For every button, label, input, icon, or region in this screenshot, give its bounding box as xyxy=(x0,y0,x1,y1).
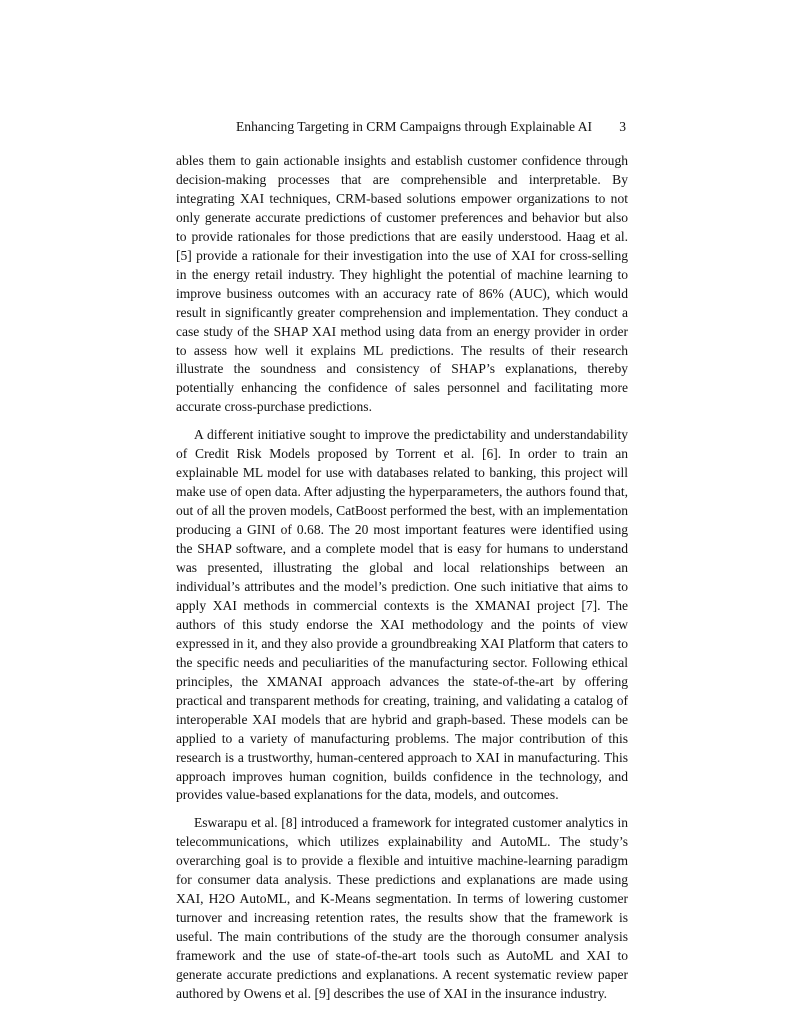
paragraph-continuation: ables them to gain actionable insights and establish customer confidence through decision-making processes that are comprehensible and interpretable. By integrating XAI techniques, CRM-based solutions empower organizations to not only generate accurate predictions of customer preferences and behavior but also to provide rationales for those predictions that are easily understood. Haag et al. [5] provide a rationale for their investigation into the use of XAI for cross-selling in the energy retail industry. They highlight the potential of machine learning to improve business outcomes with an accuracy rate of 86% (AUC), which would result in significantly greater comprehension and implementation. They conduct a case study of the SHAP XAI method using data from an energy provider in order to assess how well it explains ML predictions. The results of their research illustrate the soundness and consistency of SHAP’s explanations, thereby potentially enhancing the confidence of sales personnel and facilitating more accurate cross-purchase predictions. xyxy=(176,153,628,415)
running-title: Enhancing Targeting in CRM Campaigns through Explainable AI xyxy=(236,119,593,134)
page-number: 3 xyxy=(619,119,626,134)
paragraph-credit-risk: A different initiative sought to improve the predictability and understandability of Credit Risk Models proposed by Torrent et al. [6]. In order to train an explainable ML model for use with databases related to banking, this project will make use of open data. After adjusting the hyperparameters, the authors found that, out of all the proven models, CatBoost performed the best, with an implementation producing a GINI of 0.68. The 20 most important features were identified using the SHAP software, and a complete model that is easy for humans to understand was presented, illustrating the global and local relationships between an individual’s attributes and the model’s prediction. One such initiative that aims to apply XAI methods in commercial contexts is the XMANAI project [7]. The authors of this study endorse the XAI methodology and the points of view expressed in it, and they also provide a groundbreaking XAI Platform that caters to the specific needs and peculiarities of the manufacturing sector. Following ethical principles, the XMANAI approach advances the state-of-the-art by offering practical and transparent methods for creating, training, and validating a catalog of interoperable XAI models that are hybrid and graph-based. These models can be applied to a variety of manufacturing problems. The major contribution of this research is a trustworthy, human-centered approach to XAI in manufacturing. This approach improves human cognition, builds confidence in the technology, and provides value-based explanations for the data, models, and outcomes. xyxy=(176,427,628,803)
body-text xyxy=(176,152,628,1004)
paragraph-telecom-analytics: Eswarapu et al. [8] introduced a framework for integrated customer analytics in telecommunications, which utilizes explainability and AutoML. The study’s overarching goal is to provide a flexible and intuitive machine-learning paradigm for consumer data analysis. These predictions and explanations are made using XAI, H2O AutoML, and K-Means segmentation. In terms of lowering customer turnover and increasing retention rates, the results show that the framework is useful. The main contributions of the study are the thorough consumer analysis framework and the use of state-of-the-art tools such as AutoML and XAI to generate accurate predictions and explanations. A recent systematic review paper authored by Owens et al. [9] describes the use of XAI in the insurance industry. xyxy=(176,815,628,1001)
running-header xyxy=(176,118,628,136)
